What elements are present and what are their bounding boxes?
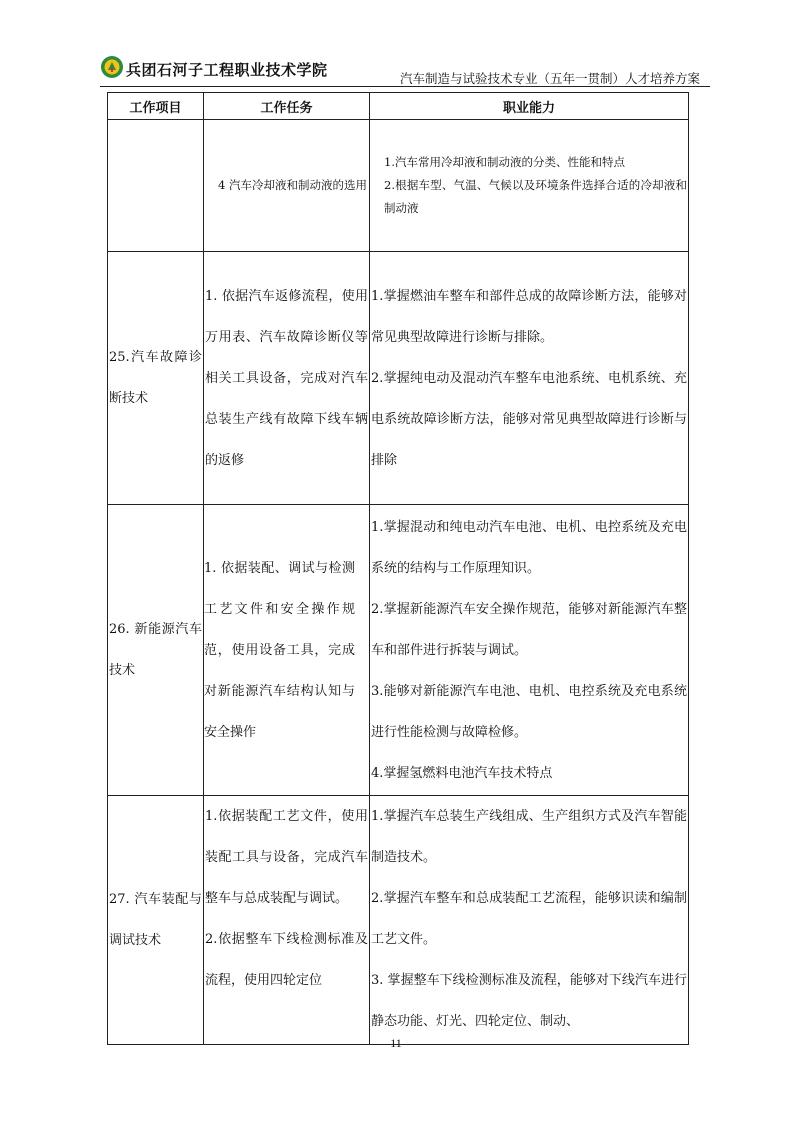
table-row	[108, 796, 689, 1045]
ability-cell	[370, 505, 689, 796]
table-row	[108, 120, 689, 252]
ability-item: 1.掌握燃油车整车和部件总成的故障诊断方法，能够对常见典型故障进行诊断与排除。	[371, 288, 687, 345]
ability-item: 2.掌握纯电动及混动汽车整车电池系统、电机系统、充电系统故障诊断方法，能够对常见典型故障进行诊断与排除	[371, 370, 687, 468]
header-rule	[100, 86, 710, 87]
project-text: 27. 汽车装配与调试技术	[109, 892, 202, 948]
ability-item: 2.根据车型、气温、气候以及环境条件选择合适的冷却液和制动液	[384, 178, 687, 215]
ability-item: 1.汽车常用冷却液和制动液的分类、性能和特点	[384, 155, 625, 169]
task-cell	[204, 120, 370, 252]
column-header-project: 工作项目	[108, 93, 204, 120]
column-header-ability: 职业能力	[370, 93, 689, 120]
task-text: 1. 依据汽车返修流程，使用万用表、汽车故障诊断仪等相关工具设备，完成对汽车总装生产线有故障下线车辆的返修	[205, 288, 368, 468]
ability-item: 2.掌握汽车整车和总成装配工艺流程，能够识读和编制工艺文件。	[371, 891, 687, 947]
task-cell	[204, 505, 370, 796]
table-row	[108, 252, 689, 505]
ability-cell	[370, 252, 689, 505]
school-name: 兵团石河子工程职业技术学院	[126, 61, 328, 79]
column-header-task: 工作任务	[204, 93, 370, 120]
ability-item: 1.掌握汽车总装生产线组成、生产组织方式及汽车智能制造技术。	[371, 809, 687, 865]
ability-item: 1.掌握混动和纯电动汽车电池、电机、电控系统及充电系统的结构与工作原理知识。	[371, 519, 687, 576]
project-cell	[108, 120, 204, 252]
ability-item: 2.掌握新能源汽车安全操作规范，能够对新能源汽车整车和部件进行拆装与调试。	[371, 601, 687, 658]
task-cell	[204, 252, 370, 505]
table-row	[108, 505, 689, 796]
curriculum-table	[107, 92, 689, 1045]
school-logo-icon	[100, 55, 124, 79]
project-text: 25.汽车故障诊断技术	[109, 350, 202, 406]
task-text: 1. 依据装配、调试与检测工艺文件和安全操作规范，使用设备工具，完成对新能源汽车结构认知与安全操作	[204, 560, 355, 740]
project-cell	[108, 252, 204, 505]
ability-cell	[370, 796, 689, 1045]
project-text: 26. 新能源汽车技术	[109, 622, 202, 678]
ability-item: 3. 掌握整车下线检测标准及流程，能够对下线汽车进行静态功能、灯光、四轮定位、制动、	[371, 973, 687, 1029]
project-cell	[108, 505, 204, 796]
page-number: 11	[390, 1036, 402, 1050]
ability-item: 3.能够对新能源汽车电池、电机、电控系统及充电系统进行性能检测与故障检修。	[371, 683, 687, 740]
task-text: 4 汽车冷却液和制动液的选用	[218, 178, 367, 192]
page-header	[100, 55, 710, 91]
ability-item: 4.掌握氢燃料电池汽车技术特点	[371, 765, 553, 781]
ability-cell	[370, 120, 689, 252]
table-header-row	[108, 93, 689, 120]
task-item: 1.依据装配工艺文件，使用装配工具与设备，完成汽车整车与总成装配与调试。	[205, 809, 368, 906]
project-cell	[108, 796, 204, 1045]
program-title: 汽车制造与试验技术专业（五年一贯制）人才培养方案	[399, 71, 700, 86]
task-cell	[204, 796, 370, 1045]
task-item: 2.依据整车下线检测标准及流程，使用四轮定位	[205, 932, 368, 988]
